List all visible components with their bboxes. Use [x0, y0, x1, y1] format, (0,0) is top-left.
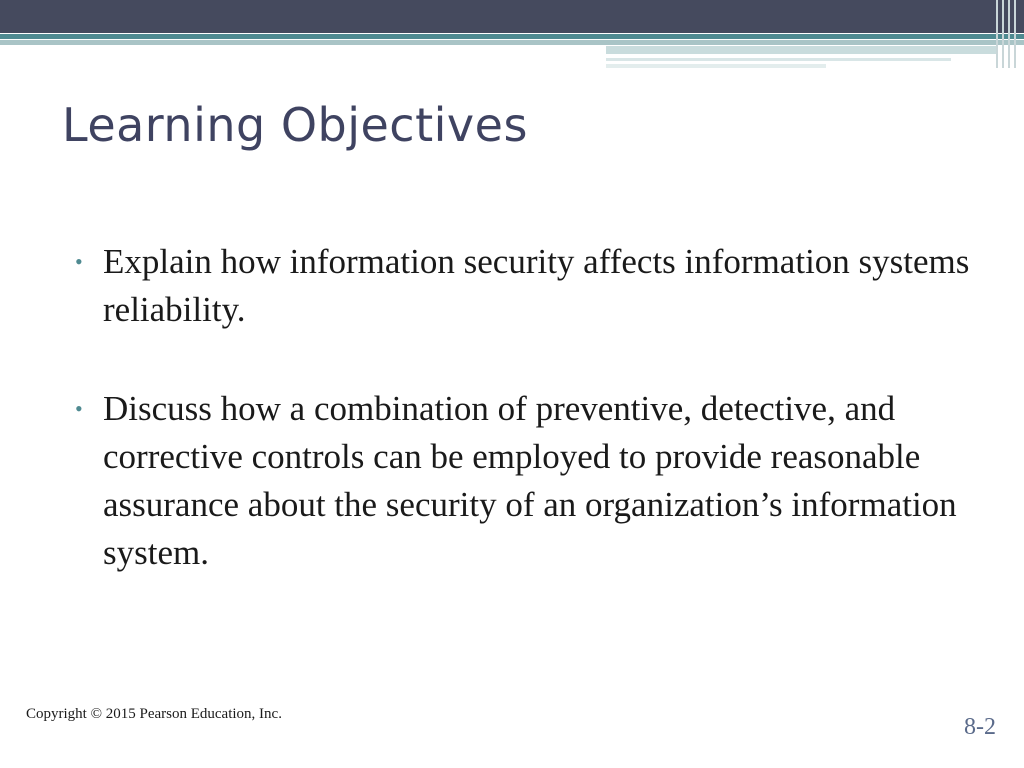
bullet-dot-icon: • [75, 396, 83, 421]
header-accent-line [606, 58, 951, 61]
bullet-list [72, 238, 972, 628]
bullet-text: Discuss how a combination of preventive, detective, and corrective controls can be employed to provide reasonable assurance about the security of an organization’s information system. [103, 389, 957, 572]
slide-title: Learning Objectives [62, 98, 528, 152]
corner-line [1014, 0, 1016, 68]
header-accent-band [606, 46, 996, 54]
copyright-notice: Copyright © 2015 Pearson Education, Inc. [26, 706, 282, 722]
header-dark-bar [0, 0, 1024, 33]
corner-line [996, 0, 998, 68]
bullet-item-security-reliability [72, 238, 972, 334]
corner-line [1002, 0, 1004, 68]
corner-line [1008, 0, 1010, 68]
slide-number: 8-2 [964, 714, 996, 740]
bullet-item-controls [72, 385, 972, 577]
header-accent-line-short [606, 64, 826, 68]
bullet-text: Explain how information security affects information systems reliability. [103, 242, 970, 329]
header-teal-band [0, 34, 1024, 39]
bullet-dot-icon: • [75, 249, 83, 274]
header-corner-lines [994, 0, 1024, 68]
header-light-band [0, 40, 1024, 45]
